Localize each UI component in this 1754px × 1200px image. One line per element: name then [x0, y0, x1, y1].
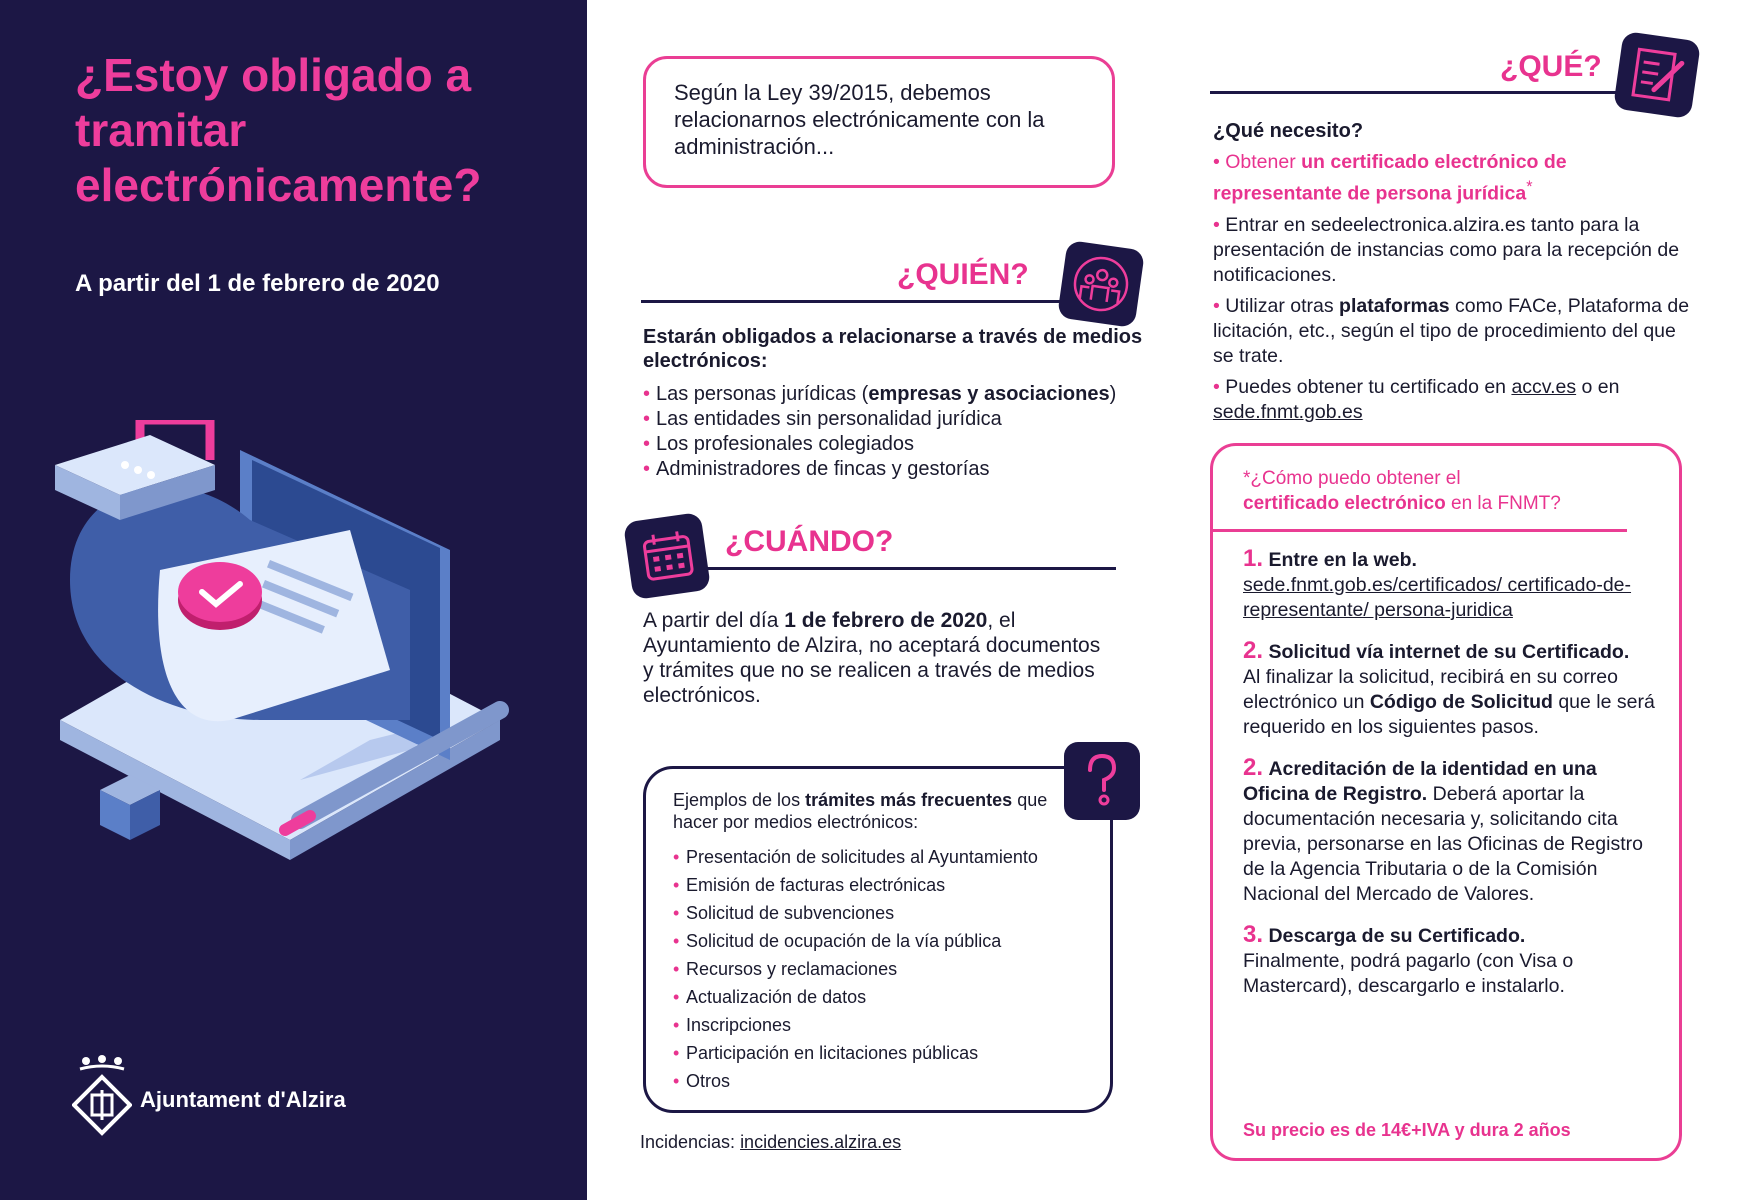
- step-2: 2. Solicitud vía internet de su Certificado. Al finalizar la solicitud, recibirá en su correo electrónico un Código de Solicitud que le será requerido en los siguientes pasos.: [1243, 637, 1655, 738]
- list-item: • Inscripciones: [673, 1011, 1110, 1039]
- quien-subtitle: Estarán obligados a relacionarse a través de medios electrónicos:: [643, 326, 1143, 372]
- coat-of-arms-icon: [72, 1055, 132, 1145]
- list-item: • Entrar en sedeelectronica.alzira.es tanto para la presentación de instancias como para la recepción de notificaciones.: [1213, 213, 1680, 286]
- ajuntament-logo: [72, 1055, 346, 1145]
- examples-list: [673, 843, 1110, 1095]
- question-icon: [1064, 742, 1140, 820]
- page-title: ¿Estoy obligado a tramitar electrónicamente?: [75, 49, 482, 211]
- fnmt-box: [1210, 443, 1682, 1161]
- fnmt-steps: [1243, 546, 1658, 1014]
- list-item: • Utilizar otras plataformas como FACe, Plataforma de licitación, etc., según el tipo de procedimiento del que se trate.: [1213, 294, 1690, 367]
- list-item: • Presentación de solicitudes al Ayuntamiento: [673, 843, 1110, 871]
- incidencias: Incidencias: incidencies.alzira.es: [640, 1132, 902, 1152]
- list-item: • Emisión de facturas electrónicas: [673, 871, 1110, 899]
- list-item: • Recursos y reclamaciones: [673, 955, 1110, 983]
- list-item: • Las entidades sin personalidad jurídica: [643, 407, 1183, 432]
- list-item: • Puedes obtener tu certificado en accv.es o en sede.fnmt.gob.es: [1213, 375, 1620, 423]
- examples-box: [643, 766, 1113, 1113]
- list-item: • Solicitud de subvenciones: [673, 899, 1110, 927]
- left-panel: [0, 0, 587, 1200]
- list-item: • Los profesionales colegiados: [643, 432, 1183, 457]
- logo-text: Ajuntament d'Alzira: [140, 1087, 346, 1112]
- cuando-text: A partir del día 1 de febrero de 2020, el Ayuntamiento de Alzira, no aceptará documentos y trámites que no se realicen a través de medios electrónicos.: [643, 609, 1101, 707]
- list-item: • Participación en licitaciones públicas: [673, 1039, 1110, 1067]
- incidencias-link[interactable]: incidencies.alzira.es: [740, 1132, 902, 1152]
- fnmt-heading: *¿Cómo puedo obtener el certificado electrónico en la FNMT?: [1243, 468, 1561, 514]
- cuando-heading: ¿CUÁNDO?: [725, 525, 894, 558]
- fnmt-divider: [1213, 529, 1627, 532]
- accv-link[interactable]: accv.es: [1511, 375, 1577, 398]
- fnmt-cert-link[interactable]: sede.fnmt.gob.es/certificados/ certificado-de-representante/ persona-juridica: [1243, 574, 1632, 621]
- intro-box: Según la Ley 39/2015, debemos relacionarnos electrónicamente con la administración...: [643, 56, 1115, 188]
- quien-heading: ¿QUIÉN?: [897, 258, 1029, 291]
- examples-intro: Ejemplos de los trámites más frecuentes que hacer por medios electrónicos:: [673, 790, 1048, 832]
- list-item: • Las personas jurídicas (empresas y asociaciones): [643, 382, 1183, 407]
- que-list: [1213, 150, 1693, 431]
- que-divider: [1210, 91, 1620, 94]
- que-subtitle: ¿Qué necesito?: [1213, 120, 1364, 142]
- people-icon: [1057, 240, 1145, 328]
- list-item: • Administradores de fincas y gestorías: [643, 457, 1183, 482]
- cuando-divider: [700, 567, 1116, 570]
- list-item: • Obtener un certificado electrónico de representante de persona jurídica*: [1213, 151, 1567, 205]
- start-date: A partir del 1 de febrero de 2020: [75, 270, 440, 297]
- step-4: 3. Descarga de su Certificado. Finalmente, podrá pagarlo (con Visa o Mastercard), descargarlo e instalarlo.: [1243, 921, 1574, 997]
- document-edit-icon: [1613, 31, 1701, 119]
- list-item: • Otros: [673, 1067, 1110, 1095]
- quien-list: [643, 382, 1183, 482]
- quien-divider: [641, 300, 1071, 303]
- step-1: 1. Entre en la web. sede.fnmt.gob.es/certificados/ certificado-de-representante/ persona-juridica: [1243, 545, 1632, 621]
- list-item: • Actualización de datos: [673, 983, 1110, 1011]
- step-3: 2. Acreditación de la identidad en una Oficina de Registro. Deberá aportar la documentación necesaria y, solicitando cita previa, personarse en las Oficinas de Registro de la Agencia Tributaria o de la Comisión Nacional del Mercado de Valores.: [1243, 754, 1643, 905]
- fnmt-link[interactable]: sede.fnmt.gob.es: [1213, 400, 1363, 423]
- calendar-icon: [623, 512, 711, 600]
- price-note: Su precio es de 14€+IVA y dura 2 años: [1243, 1120, 1571, 1140]
- laptop-illustration: [30, 420, 570, 940]
- que-heading: ¿QUÉ?: [1500, 50, 1602, 83]
- list-item: • Solicitud de ocupación de la vía pública: [673, 927, 1110, 955]
